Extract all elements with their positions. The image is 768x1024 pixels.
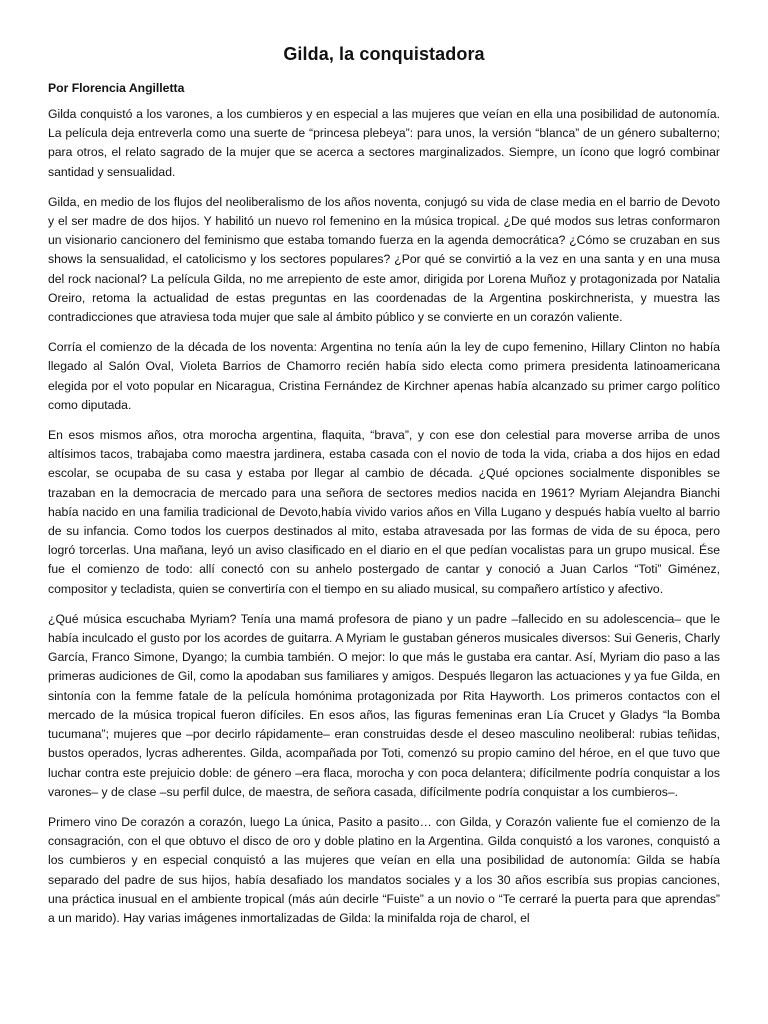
paragraph-3: Corría el comienzo de la década de los noventa: Argentina no tenía aún la ley de cupo femenino, Hillary Clinton no había llegado al Salón Oval, Violeta Barrios de Chamorro recién había sido electa como primera presidenta latinoamericana elegida por el voto popular en Nicaragua, Cristina Fernández de Kirchner apenas había alcanzado su primer cargo político como diputada. xyxy=(48,340,720,412)
paragraph-4: En esos mismos años, otra morocha argentina, flaquita, “brava”, y con ese don celestial para moverse arriba de unos altísimos tacos, trabajaba como maestra jardinera, estaba casada con el novio de toda la vida, criaba a dos hijos en edad escolar, se ocupaba de su casa y estaba por llegar al cambio de década. ¿Qué opciones socialmente disponibles se trazaban en la democracia de mercado para una señora de sectores medios nacida en 1961? Myriam Alejandra Bianchi había nacido en una familia tradicional de Devoto,había vivido varios años en Villa Lugano y después había vuelto al barrio de su infancia. Como todos los cuerpos destinados al mito, estaba atravesada por las formas de vida de su época, pero logró torcerlas. Una mañana, leyó un aviso clasificado en el diario en el que pedían vocalistas para un grupo musical. Ése fue el comienzo de todo: allí conectó con su anhelo postergado de cantar y conoció a Juan Carlos “Toti” Giménez, compositor y tecladista, quien se convertiría con el tiempo en su aliado musical, su compañero artístico y afectivo. xyxy=(48,428,720,596)
paragraph-2: Gilda, en medio de los flujos del neoliberalismo de los años noventa, conjugó su vida de clase media en el barrio de Devoto y el ser madre de dos hijos. Y habilitó un nuevo rol femenino en la música tropical. ¿De qué modos sus letras conformaron un visionario cancionero del feminismo que estaba tomando fuerza en la agenda democrática? ¿Cómo se cruzaban en sus shows la sensualidad, el catolicismo y los sectores populares? ¿Por qué se convirtió a la vez en una santa y en una musa del rock nacional? La película Gilda, no me arrepiento de este amor, dirigida por Lorena Muñoz y protagonizada por Natalia Oreiro, retoma la actualidad de estas preguntas en las coordenadas de la Argentina poskirchnerista, y muestra las contradicciones que atraviesa toda mujer que sale al ámbito público y se convierte en un corazón valiente. xyxy=(48,194,720,325)
document-title: Gilda, la conquistadora xyxy=(283,44,485,64)
paragraph-5: ¿Qué música escuchaba Myriam? Tenía una mamá profesora de piano y un padre –fallecido en su adolescencia– que le había inculcado el gusto por los acordes de guitarra. A Myriam le gustaban géneros musicales diversos: Sui Generis, Charly García, Franco Simone, Dyango; la cumbia también. O mejor: lo que más le gustaba era cantar. Así, Myriam dio paso a las primeras audiciones de Gil, como la apodaban sus familiares y amigos. Después llegaron las actuaciones y ya fue Gilda, en sintonía con la femme fatale de la película homónima protagonizada por Rita Hayworth. Los primeros contactos con el mercado de la música tropical fueron difíciles. En esos años, las figuras femeninas eran Lía Crucet y Gladys “la Bomba tucumana”; mujeres que –por decirlo rápidamente– eran construidas desde el deseo masculino neoliberal: rubias teñidas, bustos operados, lycras adherentes. Gilda, acompañada por Toti, comenzó su propio camino del héroe, en el que tuvo que luchar contra este prejuicio doble: de género –era flaca, morocha y con poca delantera; difícilmente podría conquistar a los varones– y de clase –su perfil dulce, de maestra, de señora casada, difícilmente podría conquistar a los cumbieros–. xyxy=(48,611,720,799)
author-byline: Por Florencia Angilletta xyxy=(48,81,185,95)
paragraph-1: Gilda conquistó a los varones, a los cumbieros y en especial a las mujeres que veían en ella una posibilidad de autonomía. La película deja entreverla como una suerte de “princesa plebeya”: para unos, la versión “blanca” de un género subalterno; para otros, el relato sagrado de la mujer que se acerca a sectores marginalizados. Siempre, un ícono que logró combinar santidad y sensualidad. xyxy=(48,107,720,179)
paragraph-6: Primero vino De corazón a corazón, luego La única, Pasito a pasito… con Gilda, y Corazón valiente fue el comienzo de la consagración, con el que obtuvo el disco de oro y doble platino en la Argentina. Gilda conquistó a los varones, conquistó a los cumbieros y en especial conquistó a las mujeres que veían en ella una posibilidad de autonomía: Gilda se había separado del padre de sus hijos, había desafiado los mandatos sociales y a los 30 años escribía sus propias canciones, una práctica inusual en el ambiente tropical (más aún decirle “Fuiste” a un novio o “Te cerraré la puerta para que aprendas” a un marido). Hay varias imágenes inmortalizadas de Gilda: la minifalda roja de charol, el xyxy=(48,814,720,925)
